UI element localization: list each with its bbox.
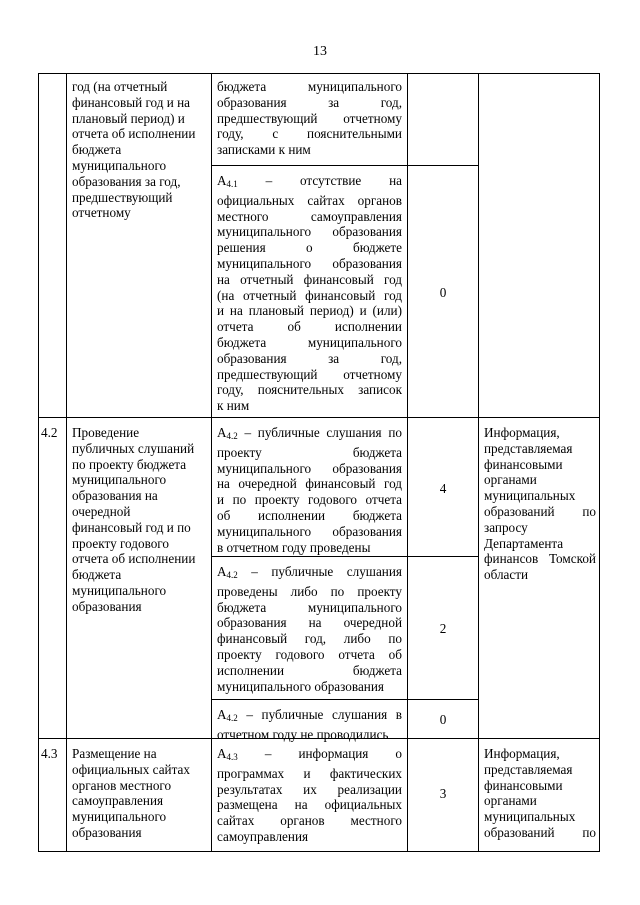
criterion-score: 4 — [439, 481, 447, 496]
text-line: отчета об исполнении — [72, 551, 196, 567]
text-line: Информация, — [484, 425, 560, 440]
text-line: органами — [484, 472, 537, 488]
text-line: бюджета муниципального — [217, 334, 402, 350]
text-line: самоуправления — [217, 828, 309, 844]
text-line: проекту годового — [72, 535, 169, 551]
text-line: образования за год, — [72, 173, 181, 189]
text-line: запросу — [484, 519, 528, 535]
indicator-name — [72, 79, 208, 221]
criterion-score: 3 — [439, 786, 447, 801]
text-line: финансов Томской — [484, 551, 596, 567]
text-line: финансовый год и на — [72, 94, 191, 110]
text-line: образования за год, — [217, 94, 402, 110]
criterion-score: 2 — [439, 621, 447, 636]
text-line: образования на очередной — [217, 615, 402, 631]
text-line: представляемая — [484, 761, 573, 777]
text-line: финансовыми — [484, 456, 563, 472]
text-line: муниципальных — [484, 809, 576, 825]
text-line: предшествующий отчетному — [217, 366, 402, 382]
text-line: Размещение на — [72, 746, 157, 761]
text-line: органов местного — [72, 777, 172, 793]
table-border-right — [599, 73, 600, 852]
criterion-code-index: 4.2 — [226, 570, 238, 580]
text-line: финансовый год и по — [72, 519, 191, 535]
text-line: к ним — [217, 398, 250, 414]
row-number: 4.2 — [41, 425, 58, 440]
text-line: Департамента — [484, 535, 564, 551]
page-number: 13 — [313, 44, 327, 59]
criterion-text — [217, 707, 402, 743]
text-line: программах и фактических — [217, 765, 402, 781]
text-line: официальных сайтах — [72, 761, 190, 777]
text-line: $A_{4.2}$ – публичные слушания — [217, 564, 402, 580]
text-line: размещена на официальных — [217, 797, 402, 813]
table-border-bottom — [38, 851, 600, 852]
criterion-score: 0 — [439, 712, 447, 727]
criterion-divider — [211, 699, 479, 700]
table-border-top — [38, 73, 600, 74]
text-line: муниципальных — [484, 488, 576, 504]
criterion-code-index: 4.3 — [226, 752, 238, 762]
text-line: отчетном году не проводились — [217, 726, 389, 742]
col-divider-1 — [66, 73, 67, 852]
text-line: муниципального — [72, 582, 167, 598]
data-source — [484, 746, 596, 841]
text-line: году, с пояснительными — [217, 126, 402, 142]
text-line: проекту бюджета — [217, 444, 402, 460]
text-line: образований по — [484, 824, 596, 840]
text-line: $A_{4.2}$ – публичные слушания по — [217, 425, 402, 441]
text-line: год (на отчетный — [72, 79, 168, 94]
text-line: области — [484, 567, 529, 583]
text-line: бюджета муниципального — [217, 599, 402, 615]
table-border-left — [38, 73, 39, 852]
text-line: записками к ним — [217, 142, 311, 158]
text-line: органами — [484, 793, 537, 809]
criterion-code-letter: A — [217, 707, 227, 722]
text-line: на отчетный финансовый год — [217, 271, 402, 287]
criterion-code-letter: A — [217, 564, 227, 579]
criterion-text — [217, 425, 402, 555]
text-line: самоуправления — [72, 793, 164, 809]
text-line: и по проекту годового отчета — [217, 492, 402, 508]
text-line: муниципального образования — [217, 224, 402, 240]
text-line: муниципального — [72, 472, 167, 488]
criterion-score: 0 — [439, 285, 447, 300]
criterion-code — [217, 425, 238, 440]
text-line: муниципального образования — [217, 523, 402, 539]
text-line: на очередной финансовый год — [217, 476, 402, 492]
criterion-text — [217, 746, 402, 845]
text-line: проекту годового отчета об — [217, 646, 402, 662]
text-line: плановый период) и — [72, 110, 185, 126]
text-line: финансовыми — [484, 777, 563, 793]
criterion-code — [217, 707, 238, 722]
criterion-code-letter: A — [217, 173, 227, 188]
text-line: муниципального образования — [217, 678, 384, 694]
criterion-divider — [211, 165, 479, 166]
text-line: $A_{4.3}$ – информация о — [217, 746, 402, 762]
text-line: и на плановый период) и (или) — [217, 303, 402, 319]
text-line: представляемая — [484, 440, 573, 456]
col-divider-3 — [407, 73, 408, 852]
text-line: в отчетном году проведены — [217, 539, 371, 555]
criterion-code-index: 4.1 — [226, 179, 238, 189]
row-divider — [38, 417, 600, 418]
text-line: решения о бюджете — [217, 240, 402, 256]
text-line: $A_{4.2}$ – публичные слушания в — [217, 707, 402, 723]
text-line: муниципального образования — [217, 460, 402, 476]
indicator-name — [72, 425, 208, 615]
text-line: публичных слушаний — [72, 440, 195, 456]
col-divider-4 — [478, 73, 479, 852]
criterion-divider — [211, 556, 479, 557]
text-line: отчета об исполнении — [217, 319, 402, 335]
text-line: бюджета — [72, 567, 122, 583]
text-line: образований по — [484, 503, 596, 519]
text-line: финансовый год, либо по — [217, 631, 402, 647]
criterion-code — [217, 564, 238, 579]
text-line: отчетному — [72, 205, 131, 221]
text-line: (на отчетный финансовый год — [217, 287, 402, 303]
text-line: году, пояснительных записок — [217, 382, 402, 398]
text-line: образования — [72, 598, 142, 614]
text-line: Информация, — [484, 746, 560, 761]
text-line: образования на — [72, 488, 158, 504]
text-line: отчета об исполнении — [72, 126, 196, 142]
text-line: очередной — [72, 503, 131, 519]
text-line: образования — [72, 824, 142, 840]
text-line: $A_{4.1}$ – отсутствие на — [217, 173, 402, 189]
criterion-code-letter: A — [217, 425, 227, 440]
text-line: образования за год, — [217, 350, 402, 366]
text-line: исполнении бюджета — [217, 662, 402, 678]
criterion-code — [217, 746, 238, 761]
col-divider-2 — [211, 73, 212, 852]
criterion-code-letter: A — [217, 746, 227, 761]
text-line: бюджета — [72, 142, 122, 158]
text-line: сайтах органов местного — [217, 813, 402, 829]
text-line: результатах их реализации — [217, 781, 402, 797]
text-line: муниципального образования — [217, 255, 402, 271]
criterion-code-index: 4.2 — [226, 431, 238, 441]
text-line: об исполнении бюджета — [217, 507, 402, 523]
text-line: официальных сайтах органов — [217, 192, 402, 208]
criterion-code — [217, 173, 238, 188]
text-line: Проведение — [72, 425, 140, 440]
text-line: муниципального — [72, 157, 167, 173]
text-line: по проекту бюджета — [72, 456, 187, 472]
criterion-text — [217, 564, 402, 694]
text-line: предшествующий — [72, 189, 173, 205]
criteria-table — [38, 73, 600, 852]
row-number: 4.3 — [41, 746, 58, 761]
data-source — [484, 425, 596, 583]
text-line: проведены либо по проекту — [217, 583, 402, 599]
text-line: предшествующий отчетному — [217, 110, 402, 126]
criterion-text — [217, 79, 402, 158]
criterion-code-index: 4.2 — [226, 713, 238, 723]
text-line: муниципального — [72, 809, 167, 825]
criterion-text — [217, 173, 402, 414]
text-line: бюджета муниципального — [217, 79, 402, 94]
text-line: местного самоуправления — [217, 208, 402, 224]
indicator-name — [72, 746, 208, 841]
